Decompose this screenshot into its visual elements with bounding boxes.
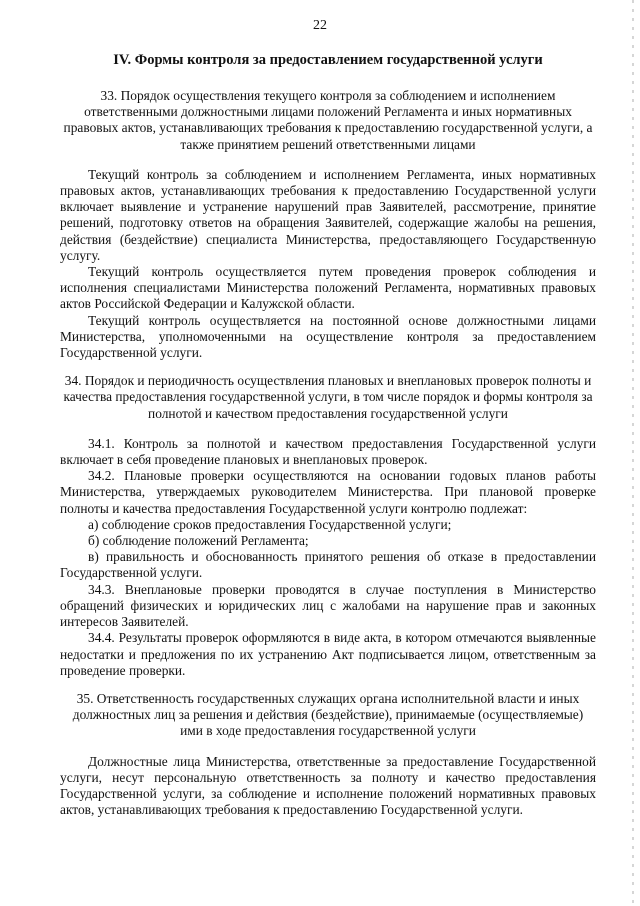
section-35-paragraph: Должностные лица Министерства, ответственные за предоставление Государственной услуги, несут персональную ответственность за полноту и качество предоставления Государственной услуги, за соблюдение и исполнение положений нормативных правовых актов, устанавливающих требования к предоставлению Государственной услуги. xyxy=(60,753,596,818)
section-33-paragraph: Текущий контроль осуществляется путем проведения проверок соблюдения и исполнения специалистами Министерства положений Регламента, нормативных правовых актов Российской Федерации и Калужской области. xyxy=(60,264,596,312)
section-33-paragraph: Текущий контроль за соблюдением и исполнением Регламента, иных нормативных правовых актов, устанавливающих требования к предоставлению Государственной услуги включает выявление и устранение нарушений прав Заявителей, рассмотрение, принятие решений, подготовку ответов на обращения Заявителей, содержащие жалобы на решения, действия (бездействие) специалиста Министерства, предоставляющего Государственную услугу. xyxy=(60,166,596,263)
scan-edge-artifact xyxy=(632,0,634,906)
document-body xyxy=(60,88,596,818)
section-34-paragraph: 34.2. Плановые проверки осуществляются на основании годовых планов работы Министерства, утверждаемых руководителем Министерства. При плановой проверке полноты и качества предоставления Государственной услуги контролю подлежат: xyxy=(60,468,596,516)
section-34-list-item: в) правильность и обоснованность принятого решения об отказе в предоставлении Государственной услуги. xyxy=(60,549,596,581)
section-34-paragraph: 34.3. Внеплановые проверки проводятся в случае поступления в Министерство обращений физических и юридических лиц с жалобами на нарушение прав и законных интересов Заявителей. xyxy=(60,581,596,630)
page-number: 22 xyxy=(313,18,327,33)
section-35-title: 35. Ответственность государственных служащих органа исполнительной власти и иных должностных лиц за решения и действия (бездействие), принимаемые (осуществляемые) ими в ходе предоставления государственной услуги xyxy=(72,690,584,739)
section-34-paragraph: 34.4. Результаты проверок оформляются в виде акта, в котором отмечаются выявленные недостатки и предложения по их устранению Акт подписывается лицом, ответственным за проведение проверки. xyxy=(60,630,596,678)
chapter-heading: IV. Формы контроля за предоставлением государственной услуги xyxy=(113,52,543,68)
section-34-list-item: б) соблюдение положений Регламента; xyxy=(88,533,309,549)
section-34-list-item: а) соблюдение сроков предоставления Государственной услуги; xyxy=(88,516,452,532)
section-33-paragraph: Текущий контроль осуществляется на постоянной основе должностными лицами Министерства, уполномоченными на осуществление контроля за предоставлением Государственной услуги. xyxy=(60,312,596,361)
section-33-title: 33. Порядок осуществления текущего контроля за соблюдением и исполнением ответственными должностными лицами положений Регламента и иных нормативных правовых актов, устанавливающих требования к предоставлению государственной услуги, а также принятием решений ответственными лицами xyxy=(63,88,593,152)
section-34-title: 34. Порядок и периодичность осуществления плановых и внеплановых проверок полноты и качества предоставления государственной услуги, в том числе порядок и формы контроля за полнотой и качеством предоставления государственной услуги xyxy=(63,373,593,421)
section-34-paragraph: 34.1. Контроль за полнотой и качеством предоставления Государственной услуги включает в себя проведение плановых и внеплановых проверок. xyxy=(60,435,596,468)
